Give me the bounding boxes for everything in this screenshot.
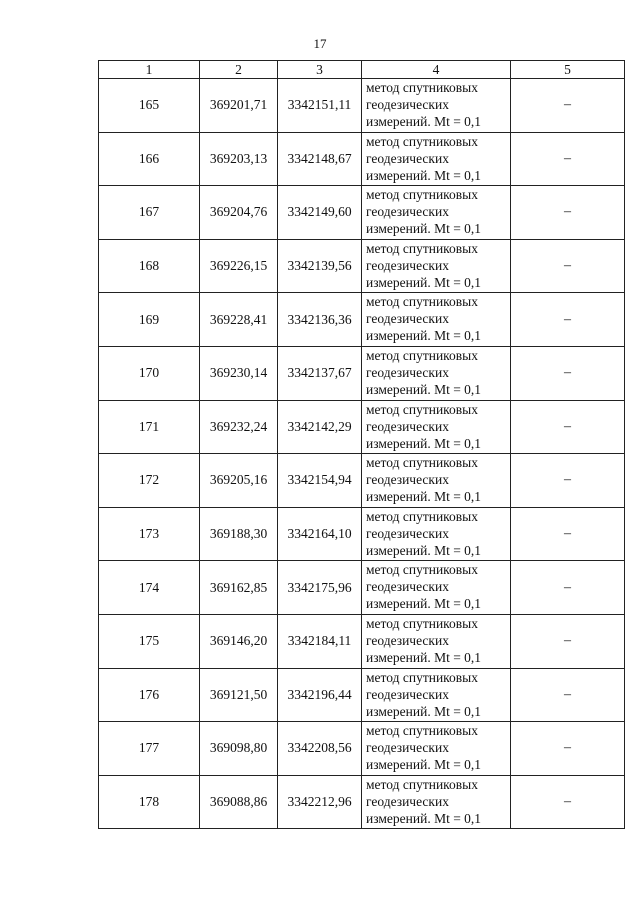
method-line-3: измерений. Mt = 0,1	[366, 221, 482, 237]
method-cell	[362, 454, 511, 508]
table-row	[99, 346, 625, 400]
header-row	[99, 61, 625, 79]
table-row	[99, 454, 625, 508]
method-line-1: метод спутниковых	[366, 776, 478, 792]
point-number: 177	[99, 722, 200, 776]
method-cell	[362, 614, 511, 668]
method-line-3: измерений. Mt = 0,1	[366, 596, 482, 612]
column-5-value: –	[511, 186, 625, 240]
coordinate-x: 369088,86	[200, 775, 278, 829]
coordinate-x: 369098,80	[200, 722, 278, 776]
method-cell	[362, 775, 511, 829]
method-line-3: измерений. Mt = 0,1	[366, 703, 482, 719]
table-row	[99, 668, 625, 722]
coordinate-y: 3342164,10	[278, 507, 362, 561]
method-line-3: измерений. Mt = 0,1	[366, 757, 482, 773]
method-line-1: метод спутниковых	[366, 401, 478, 417]
method-line-3: измерений. Mt = 0,1	[366, 542, 482, 558]
table-row	[99, 132, 625, 186]
coordinate-y: 3342137,67	[278, 346, 362, 400]
coordinate-x: 369230,14	[200, 346, 278, 400]
method-line-3: измерений. Mt = 0,1	[366, 274, 482, 290]
point-number: 169	[99, 293, 200, 347]
method-line-1: метод спутниковых	[366, 133, 478, 149]
coordinate-x: 369121,50	[200, 668, 278, 722]
method-line-2: геодезических	[366, 150, 449, 166]
method-line-3: измерений. Mt = 0,1	[366, 489, 482, 505]
column-5-value: –	[511, 722, 625, 776]
method-line-2: геодезических	[366, 472, 449, 488]
column-header-4: 4	[362, 61, 511, 79]
coordinates-table	[98, 60, 625, 829]
method-line-3: измерений. Mt = 0,1	[366, 381, 482, 397]
method-line-1: метод спутниковых	[366, 240, 478, 256]
table-body	[99, 79, 625, 829]
point-number: 168	[99, 239, 200, 293]
point-number: 173	[99, 507, 200, 561]
coordinate-x: 369201,71	[200, 79, 278, 133]
coordinate-x: 369203,13	[200, 132, 278, 186]
method-line-3: измерений. Mt = 0,1	[366, 167, 482, 183]
method-line-3: измерений. Mt = 0,1	[366, 328, 482, 344]
coordinate-y: 3342151,11	[278, 79, 362, 133]
coordinate-y: 3342208,56	[278, 722, 362, 776]
point-number: 166	[99, 132, 200, 186]
method-line-3: измерений. Mt = 0,1	[366, 435, 482, 451]
method-line-2: геодезических	[366, 311, 449, 327]
table-row	[99, 186, 625, 240]
point-number: 165	[99, 79, 200, 133]
method-line-1: метод спутниковых	[366, 80, 478, 95]
coordinate-x: 369205,16	[200, 454, 278, 508]
coordinate-y: 3342139,56	[278, 239, 362, 293]
coordinate-x: 369162,85	[200, 561, 278, 615]
coordinate-y: 3342212,96	[278, 775, 362, 829]
method-cell	[362, 186, 511, 240]
method-cell	[362, 400, 511, 454]
method-cell	[362, 668, 511, 722]
method-cell	[362, 239, 511, 293]
method-cell	[362, 293, 511, 347]
method-line-1: метод спутниковых	[366, 294, 478, 310]
table-row	[99, 561, 625, 615]
coordinate-y: 3342149,60	[278, 186, 362, 240]
method-line-3: измерений. Mt = 0,1	[366, 810, 482, 826]
column-header-2: 2	[200, 61, 278, 79]
coordinate-y: 3342184,11	[278, 614, 362, 668]
method-line-1: метод спутниковых	[366, 723, 478, 739]
table-row	[99, 79, 625, 133]
method-cell	[362, 507, 511, 561]
column-5-value: –	[511, 79, 625, 133]
method-line-1: метод спутниковых	[366, 347, 478, 363]
method-cell	[362, 561, 511, 615]
method-line-3: измерений. Mt = 0,1	[366, 114, 482, 129]
method-line-2: геодезических	[366, 97, 449, 112]
column-5-value: –	[511, 614, 625, 668]
column-5-value: –	[511, 775, 625, 829]
method-cell	[362, 79, 511, 133]
page-number: 17	[313, 36, 327, 51]
method-line-2: геодезических	[366, 686, 449, 702]
coordinate-y: 3342154,94	[278, 454, 362, 508]
method-line-2: геодезических	[366, 364, 449, 380]
column-5-value: –	[511, 454, 625, 508]
column-5-value: –	[511, 507, 625, 561]
point-number: 170	[99, 346, 200, 400]
column-5-value: –	[511, 346, 625, 400]
method-line-1: метод спутниковых	[366, 187, 478, 203]
coordinate-x: 369188,30	[200, 507, 278, 561]
point-number: 178	[99, 775, 200, 829]
column-header-3: 3	[278, 61, 362, 79]
coordinate-y: 3342196,44	[278, 668, 362, 722]
method-line-1: метод спутниковых	[366, 669, 478, 685]
method-cell	[362, 346, 511, 400]
coordinate-x: 369146,20	[200, 614, 278, 668]
column-5-value: –	[511, 239, 625, 293]
point-number: 167	[99, 186, 200, 240]
method-line-3: измерений. Mt = 0,1	[366, 649, 482, 665]
point-number: 174	[99, 561, 200, 615]
column-5-value: –	[511, 400, 625, 454]
coordinate-y: 3342148,67	[278, 132, 362, 186]
table-row	[99, 507, 625, 561]
method-line-2: геодезических	[366, 793, 449, 809]
method-line-2: геодезических	[366, 525, 449, 541]
method-line-1: метод спутниковых	[366, 562, 478, 578]
method-line-1: метод спутниковых	[366, 508, 478, 524]
table-row	[99, 239, 625, 293]
column-header-5: 5	[511, 61, 625, 79]
coordinate-y: 3342142,29	[278, 400, 362, 454]
coordinate-x: 369204,76	[200, 186, 278, 240]
table-row	[99, 775, 625, 829]
method-cell	[362, 132, 511, 186]
table-row	[99, 614, 625, 668]
method-cell	[362, 722, 511, 776]
coordinate-x: 369228,41	[200, 293, 278, 347]
table-row	[99, 293, 625, 347]
column-5-value: –	[511, 668, 625, 722]
method-line-2: геодезических	[366, 418, 449, 434]
coordinate-x: 369226,15	[200, 239, 278, 293]
column-5-value: –	[511, 293, 625, 347]
point-number: 176	[99, 668, 200, 722]
point-number: 172	[99, 454, 200, 508]
method-line-2: геодезических	[366, 204, 449, 220]
coordinate-y: 3342175,96	[278, 561, 362, 615]
method-line-1: метод спутниковых	[366, 455, 478, 471]
method-line-2: геодезических	[366, 632, 449, 648]
point-number: 175	[99, 614, 200, 668]
method-line-2: геодезических	[366, 257, 449, 273]
column-5-value: –	[511, 132, 625, 186]
method-line-2: геодезических	[366, 740, 449, 756]
table-row	[99, 400, 625, 454]
column-header-1: 1	[99, 61, 200, 79]
column-5-value: –	[511, 561, 625, 615]
method-line-2: геодезических	[366, 579, 449, 595]
method-line-1: метод спутниковых	[366, 615, 478, 631]
point-number: 171	[99, 400, 200, 454]
coordinate-y: 3342136,36	[278, 293, 362, 347]
table-row	[99, 722, 625, 776]
coordinate-x: 369232,24	[200, 400, 278, 454]
